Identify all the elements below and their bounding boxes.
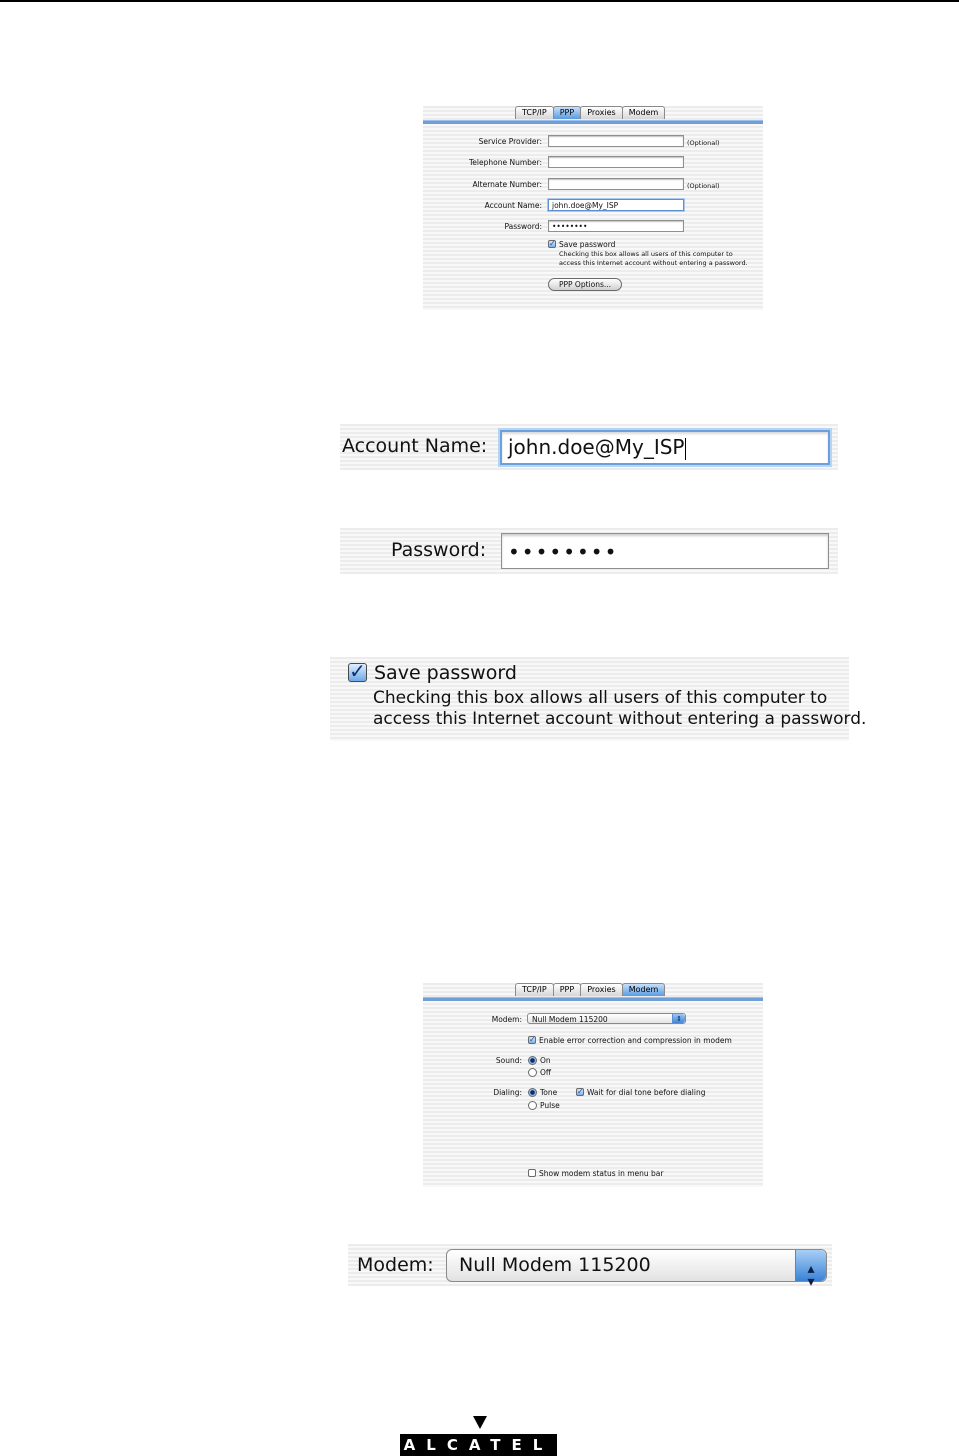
dialing-pulse-label[interactable]: Pulse: [540, 1101, 560, 1110]
password-label: Password:: [504, 222, 542, 231]
sound-label: Sound:: [495, 1056, 522, 1065]
zoom-password-field[interactable]: ••••••••: [501, 533, 829, 569]
checkmark-icon: ✓: [349, 659, 366, 683]
show-modem-status-label[interactable]: Show modem status in menu bar: [539, 1169, 664, 1178]
tab-modem[interactable]: Modem: [622, 106, 666, 119]
modem-select-value: Null Modem 115200: [532, 1015, 608, 1024]
zoom-account-name-field[interactable]: [500, 430, 830, 465]
zoom-account-name-value: john.doe@My_ISP: [508, 435, 685, 459]
save-password-note-line2: access this Internet account without entering a password.: [559, 259, 748, 267]
modem-select[interactable]: [527, 1013, 686, 1024]
zoom-password: [340, 528, 838, 574]
sound-on-label[interactable]: On: [540, 1056, 551, 1065]
tab-underline: [423, 120, 763, 124]
checkmark-icon: ✓: [529, 1035, 536, 1044]
save-password-label[interactable]: Save password: [559, 240, 616, 249]
zoom-save-password: [330, 657, 867, 741]
updown-arrows-icon: ⇕: [672, 1014, 685, 1023]
modem-label: Modem:: [491, 1015, 522, 1024]
alternate-number-label: Alternate Number:: [472, 180, 542, 189]
telephone-number-field[interactable]: [548, 156, 684, 168]
alternate-number-optional-note: (Optional): [687, 182, 720, 190]
save-password-checkbox[interactable]: [548, 240, 556, 248]
zoom-modem: [348, 1244, 832, 1290]
account-name-label: Account Name:: [484, 201, 542, 210]
dialing-label: Dialing:: [493, 1088, 522, 1097]
dialing-pulse-radio[interactable]: [528, 1101, 537, 1110]
tab-underline: [423, 997, 763, 1001]
modem-settings-panel: [423, 983, 763, 1187]
zoom-save-password-label[interactable]: Save password: [374, 662, 517, 684]
ppp-options-button[interactable]: PPP Options...: [548, 278, 622, 291]
page-top-rule: [0, 0, 959, 2]
zoom-account-name: [340, 424, 838, 470]
zoom-modem-select-value: Null Modem 115200: [459, 1254, 651, 1276]
sound-off-radio[interactable]: [528, 1068, 537, 1077]
tab-ppp[interactable]: PPP: [553, 983, 581, 996]
tab-modem[interactable]: Modem: [622, 983, 666, 996]
zoom-save-note-line2: access this Internet account without entering a password.: [373, 709, 867, 729]
password-field[interactable]: ••••••••: [548, 220, 684, 232]
show-modem-status-checkbox[interactable]: [528, 1169, 536, 1177]
tab-ppp[interactable]: PPP: [553, 106, 581, 119]
service-provider-optional-note: (Optional): [687, 139, 720, 147]
dialing-tone-radio[interactable]: [528, 1088, 537, 1097]
wait-dial-tone-label[interactable]: Wait for dial tone before dialing: [587, 1088, 706, 1097]
telephone-number-label: Telephone Number:: [469, 158, 542, 167]
account-name-field[interactable]: john.doe@My_ISP: [548, 199, 684, 211]
checkmark-icon: ✓: [549, 239, 556, 248]
sound-off-label[interactable]: Off: [540, 1068, 552, 1077]
service-provider-field[interactable]: [548, 135, 684, 147]
modem-tab-bar: [515, 983, 664, 997]
save-password-note-line1: Checking this box allows all users of this computer to: [559, 250, 733, 258]
zoom-save-password-checkbox[interactable]: [348, 659, 367, 683]
tab-tcpip[interactable]: TCP/IP: [515, 106, 554, 119]
error-correction-label[interactable]: Enable error correction and compression in modem: [539, 1036, 732, 1045]
text-cursor-icon: [685, 438, 686, 460]
tab-proxies[interactable]: Proxies: [580, 983, 623, 996]
zoom-modem-select[interactable]: [446, 1249, 827, 1290]
alternate-number-field[interactable]: [548, 178, 684, 190]
zoom-account-name-label: Account Name:: [342, 435, 488, 457]
alcatel-logo: ALCATEL: [400, 1434, 557, 1456]
zoom-save-note-line1: Checking this box allows all users of this computer to: [373, 688, 828, 708]
zoom-modem-label: Modem:: [357, 1254, 434, 1276]
zoom-password-label: Password:: [391, 539, 487, 561]
error-correction-checkbox[interactable]: [528, 1036, 536, 1044]
service-provider-label: Service Provider:: [478, 137, 542, 146]
sound-on-radio[interactable]: [528, 1056, 537, 1065]
dialing-tone-label[interactable]: Tone: [540, 1088, 558, 1097]
checkmark-icon: ✓: [577, 1087, 584, 1096]
tab-proxies[interactable]: Proxies: [580, 106, 623, 119]
ppp-settings-panel: [423, 106, 763, 310]
tab-tcpip[interactable]: TCP/IP: [515, 983, 554, 996]
wait-dial-tone-checkbox[interactable]: [576, 1088, 584, 1096]
alcatel-logo-triangle: [473, 1416, 487, 1429]
updown-arrows-icon: ▴ ▾: [795, 1250, 826, 1281]
ppp-tab-bar: [515, 106, 664, 120]
